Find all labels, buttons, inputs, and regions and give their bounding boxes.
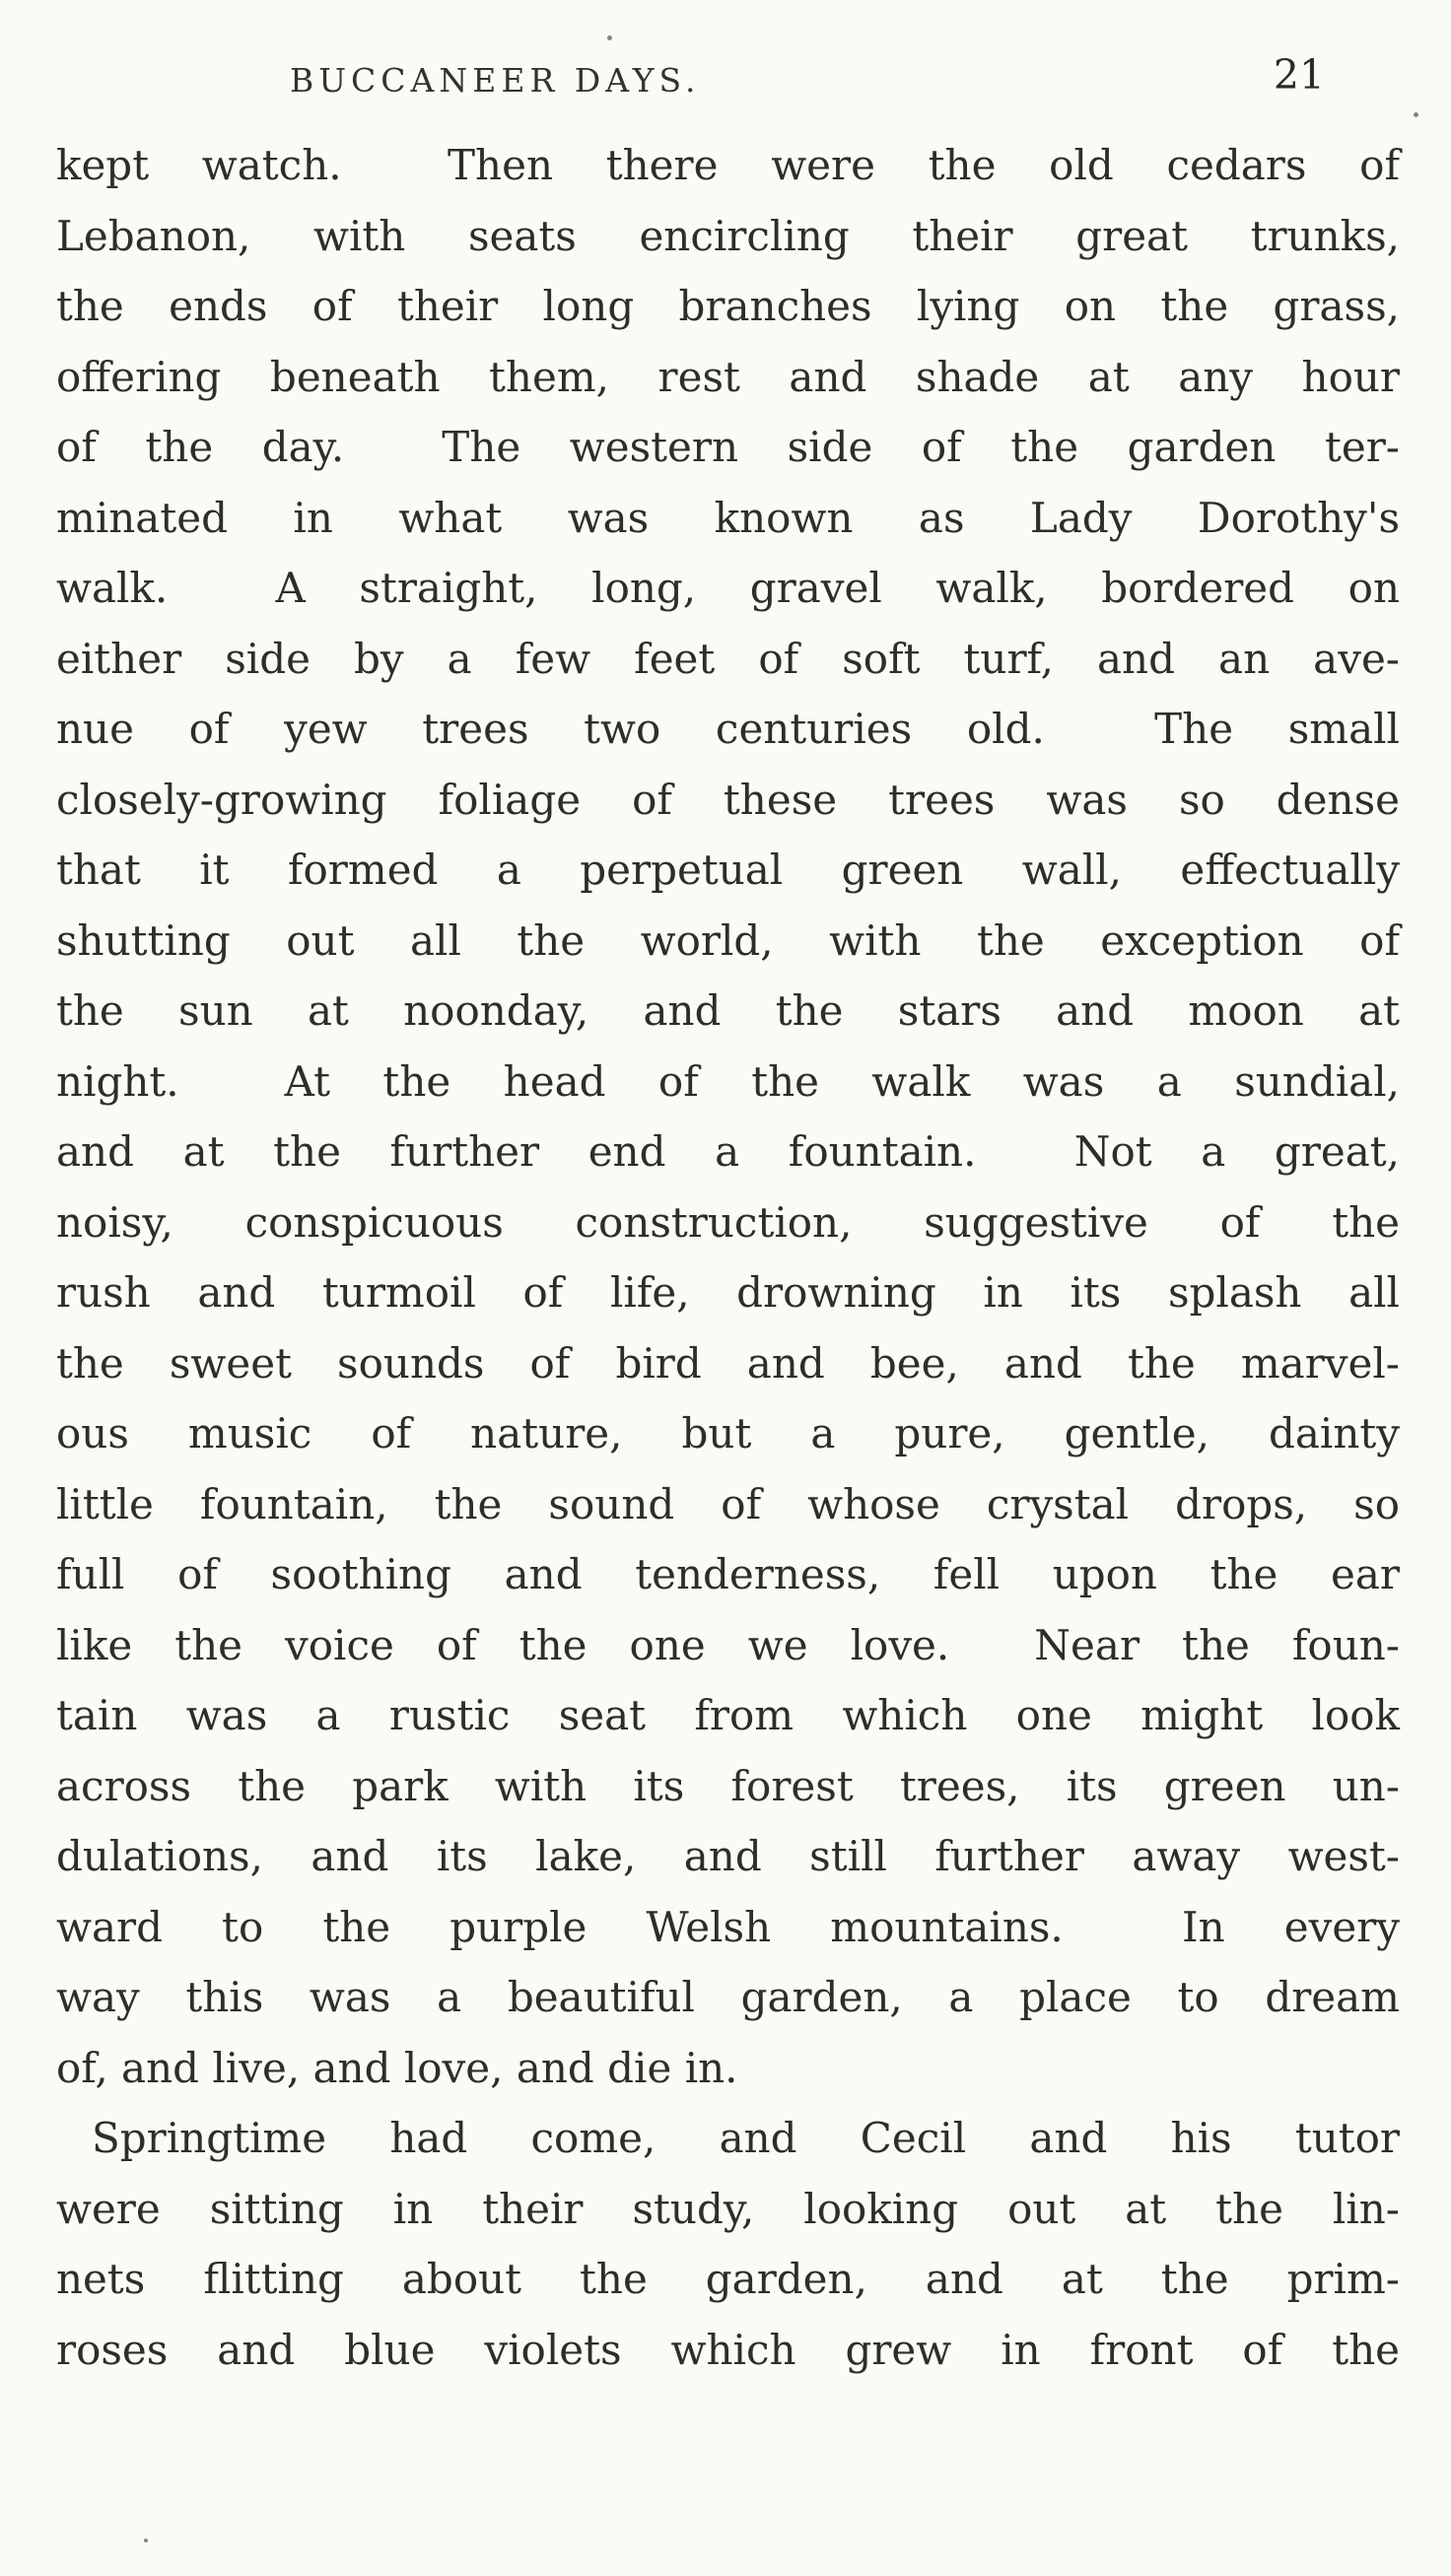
text-line: kept watch. Then there were the old cedars of: [56, 141, 1400, 189]
text-line: of the day. The western side of the garden ter-: [56, 423, 1400, 471]
text-line: the sweet sounds of bird and bee, and the marvel-: [56, 1338, 1400, 1388]
text-line: Lebanon, with seats encircling their great trunks,: [56, 211, 1400, 260]
text-line: closely-growing foliage of these trees was so dense: [56, 775, 1400, 824]
text-line: roses and blue violets which grew in front of the: [56, 2325, 1400, 2374]
text-line: noisy, conspicuous construction, suggestive of the: [56, 1197, 1400, 1247]
text-line: like the voice of the one we love. Near the foun-: [56, 1620, 1400, 1669]
running-title: BUCCANEER DAYS.: [290, 61, 701, 100]
text-line: ward to the purple Welsh mountains. In every: [56, 1902, 1400, 1951]
text-line: nue of yew trees two centuries old. The small: [56, 705, 1400, 753]
text-line: that it formed a perpetual green wall, effectually: [56, 846, 1400, 894]
text-line: the sun at noonday, and the stars and moon at: [56, 986, 1400, 1035]
text-line: minated in what was known as Lady Dorothy's: [56, 493, 1400, 542]
text-line: Springtime had come, and Cecil and his tutor: [92, 2114, 1400, 2162]
text-line: either side by a few feet of soft turf, and an ave-: [56, 634, 1400, 683]
text-line: the ends of their long branches lying on the grass,: [56, 282, 1400, 330]
text-line: and at the further end a fountain. Not a great,: [56, 1127, 1400, 1176]
text-line: nets flitting about the garden, and at the prim-: [56, 2255, 1400, 2303]
page-header: [0, 0, 1451, 130]
text-line: ous music of nature, but a pure, gentle, dainty: [56, 1409, 1400, 1457]
text-line: shutting out all the world, with the exception of: [56, 915, 1400, 965]
text-line: walk. A straight, long, gravel walk, bordered on: [56, 564, 1400, 612]
paragraph: [56, 130, 1400, 2103]
text-line: offering beneath them, rest and shade at any hour: [56, 352, 1400, 401]
page-body: [0, 130, 1451, 2385]
text-line: full of soothing and tenderness, fell upon the ear: [56, 1550, 1400, 1598]
text-line: little fountain, the sound of whose crystal drops, so: [56, 1479, 1400, 1528]
text-line: across the park with its forest trees, its green un-: [56, 1761, 1400, 1810]
text-line: way this was a beautiful garden, a place to dream: [56, 1973, 1400, 2021]
page-number: 21: [1273, 51, 1325, 99]
paragraph: [56, 2103, 1400, 2385]
text-line: rush and turmoil of life, drowning in its splash all: [56, 1268, 1400, 1317]
scan-speck: [144, 2539, 148, 2542]
text-line: were sitting in their study, looking out at the lin-: [56, 2184, 1400, 2233]
text-line: of, and live, and love, and die in.: [56, 2043, 738, 2092]
text-line: dulations, and its lake, and still further away west-: [56, 1832, 1400, 1880]
text-line: tain was a rustic seat from which one might look: [56, 1691, 1400, 1739]
text-line: night. At the head of the walk was a sundial,: [56, 1056, 1400, 1106]
